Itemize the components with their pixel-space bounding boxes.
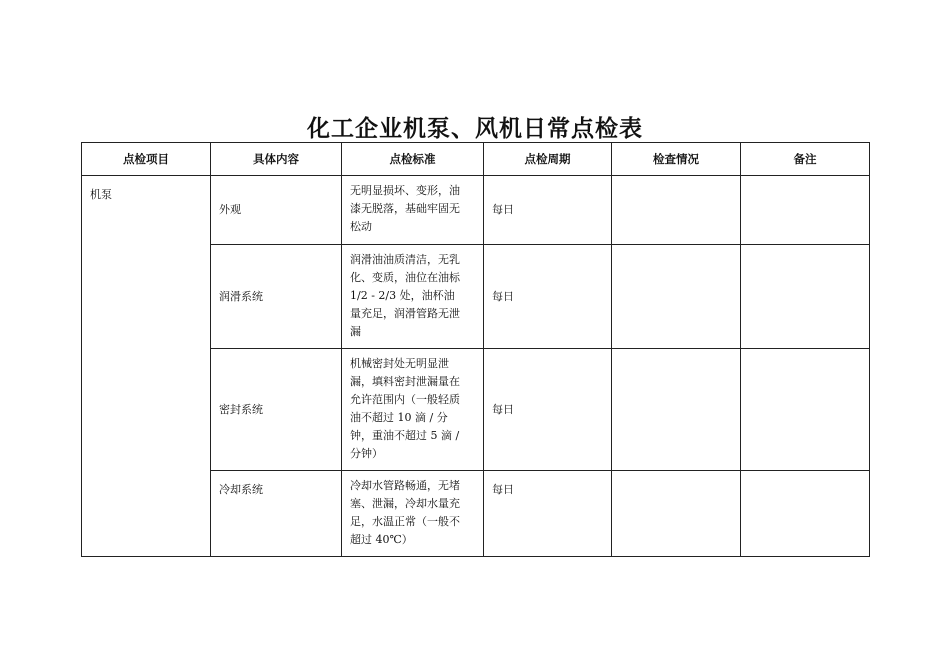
category-cell: 机泵 (82, 176, 211, 557)
remark-cell[interactable] (741, 245, 870, 349)
cycle-cell: 每日 (484, 349, 612, 471)
standard-cell (342, 176, 484, 245)
standard-cell (342, 471, 484, 557)
header-status: 检查情况 (612, 143, 741, 176)
header-content: 具体内容 (211, 143, 342, 176)
cycle-cell: 每日 (484, 176, 612, 245)
standard-line: 超过 40℃） (350, 533, 413, 546)
standard-line: 冷却水管路畅通，无堵 (350, 479, 460, 492)
standard-line: 量充足，润滑管路无泄 (350, 307, 460, 320)
standard-line: 松动 (350, 220, 372, 233)
header-standard: 点检标准 (342, 143, 484, 176)
page-title: 化工企业机泵、风机日常点检表 (307, 116, 643, 142)
standard-line: 1/2 - 2/3 处，油杯油 (350, 289, 455, 302)
standard-line: 足，水温正常（一般不 (350, 515, 460, 528)
standard-line: 机械密封处无明显泄 (350, 357, 449, 370)
table-header-row (82, 143, 870, 176)
content-cell: 密封系统 (211, 349, 342, 471)
header-remark: 备注 (741, 143, 870, 176)
standard-line: 漏 (350, 325, 361, 338)
standard-line: 漆无脱落，基础牢固无 (350, 202, 460, 215)
standard-line: 漏，填料密封泄漏量在 (350, 375, 460, 388)
remark-cell[interactable] (741, 176, 870, 245)
cycle-cell: 每日 (484, 245, 612, 349)
standard-line: 润滑油油质清洁，无乳 (350, 253, 460, 266)
status-cell[interactable] (612, 245, 741, 349)
header-inspection-item: 点检项目 (82, 143, 211, 176)
standard-line: 分钟） (350, 447, 383, 460)
standard-line: 允许范围内（一般轻质 (350, 393, 460, 406)
standard-cell (342, 245, 484, 349)
header-cycle: 点检周期 (484, 143, 612, 176)
content-cell: 外观 (211, 176, 342, 245)
status-cell[interactable] (612, 349, 741, 471)
standard-line: 无明显损坏、变形，油 (350, 184, 460, 197)
remark-cell[interactable] (741, 471, 870, 557)
status-cell[interactable] (612, 471, 741, 557)
standard-line: 塞、泄漏，冷却水量充 (350, 497, 460, 510)
standard-cell (342, 349, 484, 471)
cycle-cell: 每日 (484, 471, 612, 557)
table-row (82, 176, 870, 245)
standard-line: 钟，重油不超过 5 滴 / (350, 429, 460, 442)
content-cell: 冷却系统 (211, 471, 342, 557)
standard-line: 化、变质，油位在油标 (350, 271, 460, 284)
content-cell: 润滑系统 (211, 245, 342, 349)
standard-line: 油不超过 10 滴 / 分 (350, 411, 448, 424)
remark-cell[interactable] (741, 349, 870, 471)
status-cell[interactable] (612, 176, 741, 245)
inspection-table (81, 142, 870, 557)
